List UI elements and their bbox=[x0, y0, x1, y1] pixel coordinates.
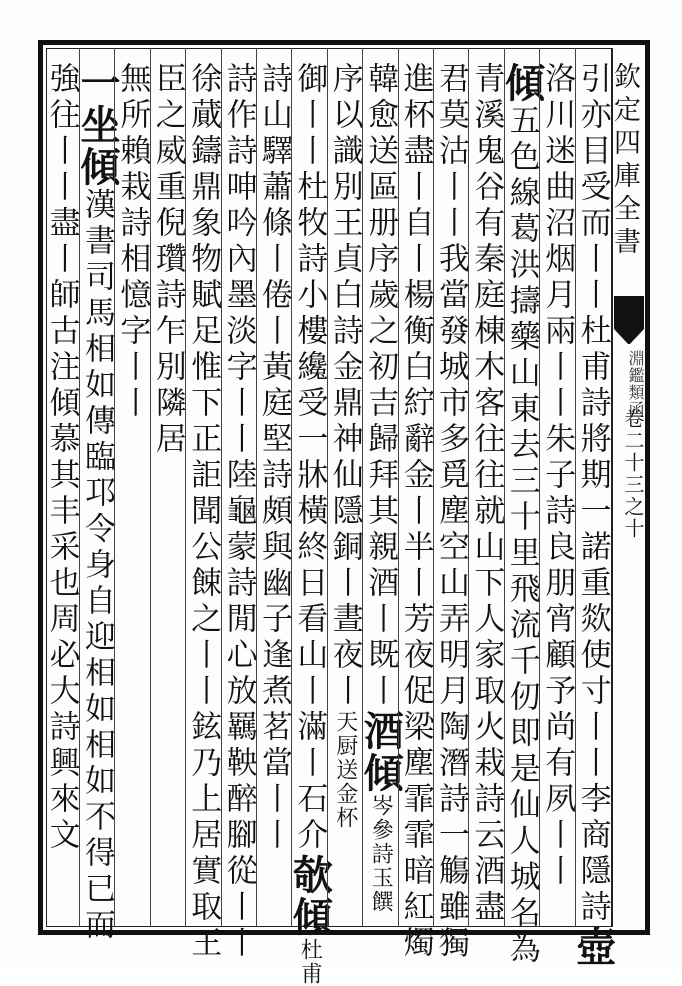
column-text: 無所賴栽詩相憶字丨丨 bbox=[114, 62, 151, 422]
headword: 酒 bbox=[357, 710, 405, 752]
column-text: 洛川迷曲沼烟月兩丨丨朱子詩良朋宵顧予尚有夙丨丨 bbox=[539, 62, 576, 890]
column-text: 詩作詩呻吟內墨淡字丨丨陸龜蒙詩閒心放羈鞅醉腳從丨丨 bbox=[220, 62, 257, 962]
column-divider bbox=[79, 48, 80, 927]
column-divider bbox=[185, 48, 186, 927]
headword: 壺 bbox=[569, 926, 617, 968]
column-text: 引亦目受而丨丨杜甫詩將期一諾重欻使寸丨丨李商隱詩 bbox=[574, 62, 611, 926]
column-text: 君莫沽丨丨我當發城市多覓塵空山弄明月陶潛詩一觴雖獨 bbox=[433, 62, 469, 962]
annotation-text: 天厨送金杯 bbox=[332, 710, 358, 830]
column-text: 進杯盡丨自丨楊衡白紵辭金丨半丨芳夜促梁塵霏霏暗紅燭 bbox=[397, 62, 434, 962]
book-title: 淵鑑類函 bbox=[626, 350, 645, 418]
column-divider bbox=[221, 48, 222, 927]
headword: 傾 bbox=[357, 752, 405, 794]
column-text: 漢書司馬相如傳臨邛令身自迎相如相如不得已而 bbox=[79, 188, 115, 944]
column-divider bbox=[291, 48, 292, 927]
headword: 傾 bbox=[286, 896, 334, 938]
volume-label: 卷二十三之十 bbox=[621, 408, 645, 540]
column-text: 御丨丨杜牧詩小樓纔受一牀橫終日看山丨滿丨石介 bbox=[291, 62, 328, 854]
column-divider bbox=[575, 48, 576, 927]
headword: 欹 bbox=[286, 854, 334, 896]
column-text: 徐蕆鑄鼎象物賦足惟下正詎聞公餗之丨丨鉉乃上居實取王 bbox=[185, 62, 222, 962]
column-text: 韓愈送區册序歲之初吉歸拜其親酒丨既丨 bbox=[362, 62, 399, 710]
annotation-text: 岑參詩玉饌 bbox=[368, 794, 394, 914]
headword: 一坐 bbox=[74, 62, 121, 146]
column-text: 序以識別王貞白詩金鼎神仙隱銅丨晝夜丨 bbox=[326, 62, 363, 710]
column-divider bbox=[398, 48, 399, 927]
annotation-text: 杜甫 bbox=[297, 938, 323, 986]
column-divider bbox=[327, 48, 328, 927]
column-divider bbox=[256, 48, 257, 927]
fish-tail-ornament bbox=[614, 296, 644, 344]
column-text: 五色線葛洪擣藥山東去三十里飛流千仞即是仙人城名為 bbox=[503, 104, 540, 968]
collection-title: 欽定四庫全書 bbox=[609, 62, 640, 260]
column-divider bbox=[433, 48, 434, 927]
column-divider bbox=[504, 48, 505, 927]
column-text: 詩山驛蕭條丨倦丨黃庭堅詩頗與幽子逢煮茗當丨丨 bbox=[256, 62, 292, 854]
headword: 傾 bbox=[74, 146, 121, 188]
column-divider bbox=[468, 48, 469, 927]
column-text: 青溪鬼谷有秦庭棟木客往往就山下人家取火栽詩云酒盡 bbox=[468, 62, 505, 926]
headword: 傾 bbox=[498, 62, 546, 104]
column-divider bbox=[362, 48, 363, 927]
column-divider bbox=[114, 48, 115, 927]
column-divider bbox=[539, 48, 540, 927]
column-text: 強往丨丨盡丨師古注傾慕其丰采也周必大詩興來文 bbox=[43, 62, 80, 854]
column-text: 臣之威重倪瓚詩乍別隣居 bbox=[149, 62, 186, 458]
column-divider bbox=[150, 48, 151, 927]
